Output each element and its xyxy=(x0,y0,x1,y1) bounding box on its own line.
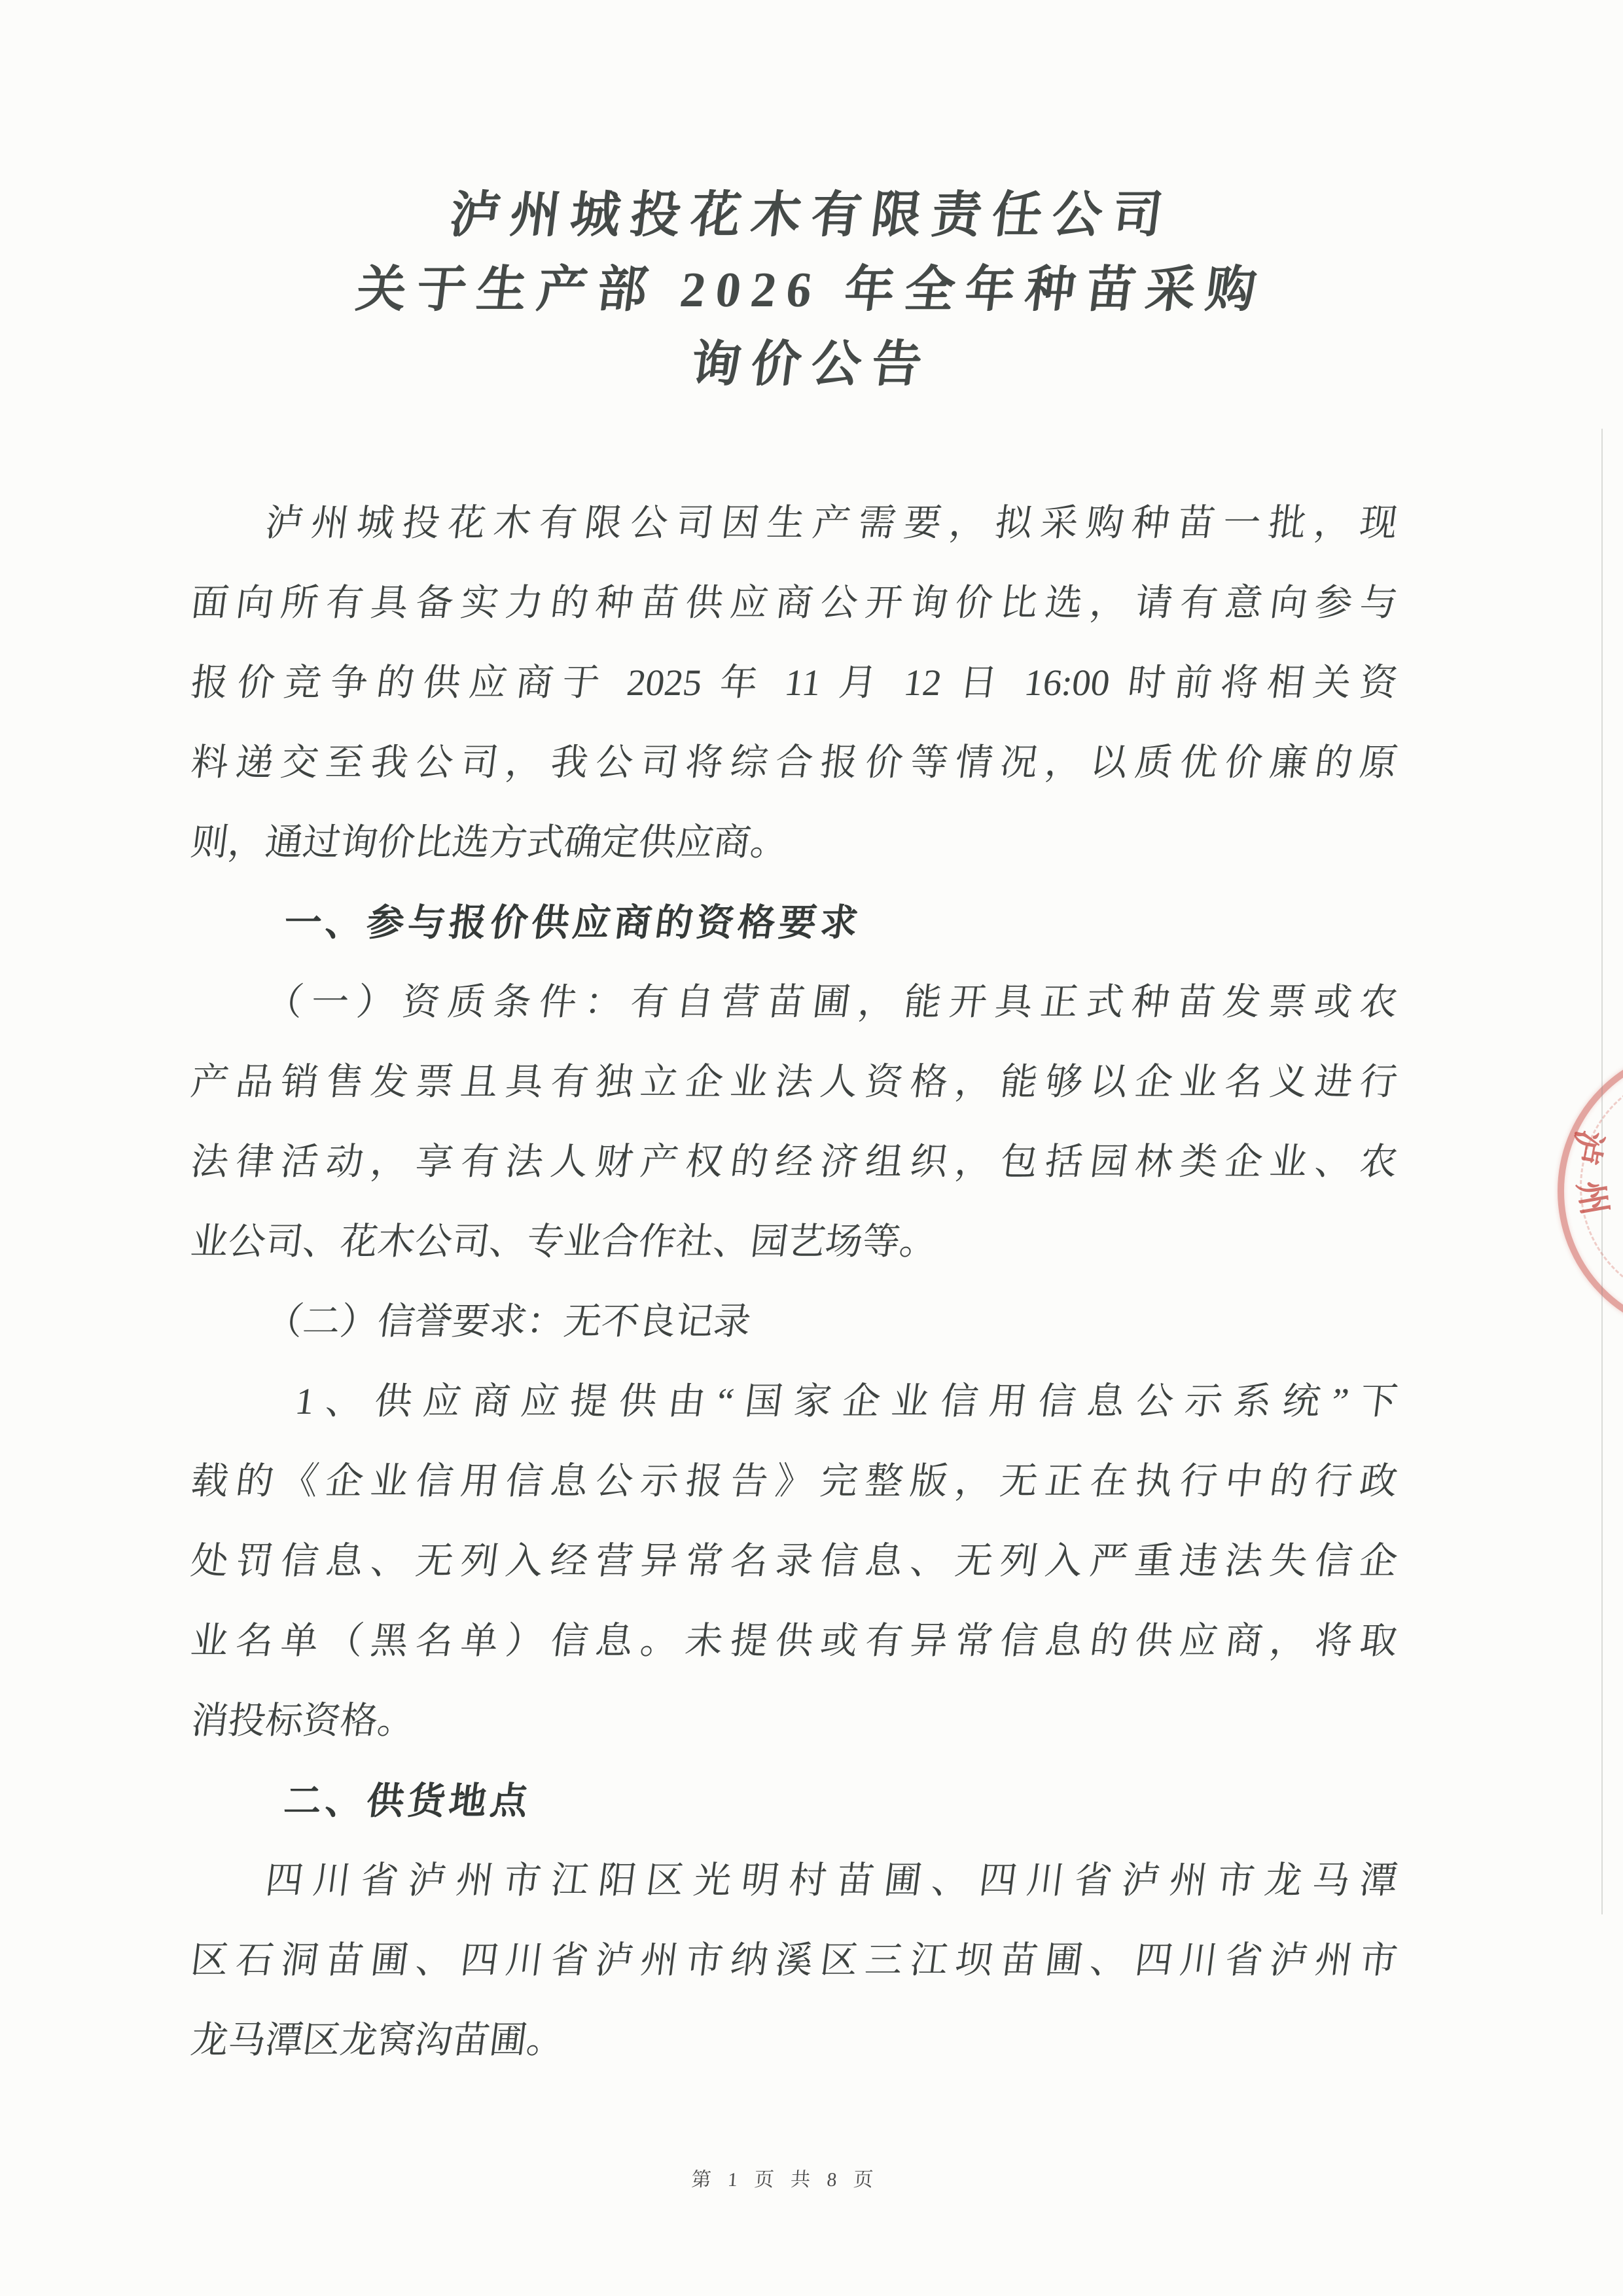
paragraph-line: 泸州城投花木有限公司因生产需要，拟采购种苗一批，现 xyxy=(263,503,1400,544)
paragraph-line: 法律活动，享有法人财产权的经济组织，包括园林类企业、农 xyxy=(188,1141,1400,1183)
title-line-1: 泸州城投花木有限责任公司 xyxy=(446,188,1177,243)
paragraph-line: （二）信誉要求：无不良记录 xyxy=(263,1301,753,1342)
paragraph-line: 面向所有具备实力的种苗供应商公开询价比选，请有意向参与 xyxy=(188,583,1400,624)
section-heading-1: 一、参与报价供应商的资格要求 xyxy=(281,902,865,944)
section-heading-2: 二、供货地点 xyxy=(281,1780,535,1822)
document-title xyxy=(0,178,1623,402)
paragraph-line: 区石洞苗圃、四川省泸州市纳溪区三江坝苗圃、四川省泸州市 xyxy=(188,1940,1400,1981)
company-seal-character: 泸 xyxy=(1565,1126,1609,1168)
paragraph-line: 龙马潭区龙窝沟苗圃。 xyxy=(188,2020,567,2061)
paragraph-line: 处罚信息、无列入经营异常名录信息、无列入严重违法失信企 xyxy=(188,1541,1400,1582)
paragraph-line: （一）资质条件：有自营苗圃，能开具正式种苗发票或农 xyxy=(263,982,1400,1023)
title-line-2: 关于生产部 2026 年全年种苗采购 xyxy=(353,262,1270,317)
paragraph-line: 载的《企业信用信息公示报告》完整版，无正在执行中的行政 xyxy=(188,1461,1400,1502)
paragraph-line: 1、供应商应提供由“国家企业信用信息公示系统”下 xyxy=(293,1381,1400,1422)
paragraph-line: 消投标资格。 xyxy=(188,1700,418,1742)
company-seal-character: 州 xyxy=(1570,1177,1614,1219)
paragraph-line: 四川省泸州市江阳区光明村苗圃、四川省泸州市龙马潭 xyxy=(263,1860,1400,1901)
paragraph-line: 业公司、花木公司、专业合作社、园艺场等。 xyxy=(188,1221,940,1263)
paragraph-line: 料递交至我公司，我公司将综合报价等情况，以质优价廉的原 xyxy=(188,742,1400,783)
title-line-3: 询价公告 xyxy=(687,337,936,392)
paragraph-line: 产品销售发票且具有独立企业法人资格，能够以企业名义进行 xyxy=(188,1062,1400,1103)
page-number: 第 1 页 共 8 页 xyxy=(690,2169,880,2191)
paragraph-line: 则，通过询价比选方式确定供应商。 xyxy=(188,822,791,863)
document-body xyxy=(188,484,1400,2081)
scan-edge-line xyxy=(1601,429,1603,1914)
paragraph-line: 报价竞争的供应商于 2025 年 11 月 12 日 16:00 时前将相关资 xyxy=(188,662,1400,704)
paragraph-line: 业名单（黑名单）信息。未提供或有异常信息的供应商，将取 xyxy=(188,1621,1400,1662)
